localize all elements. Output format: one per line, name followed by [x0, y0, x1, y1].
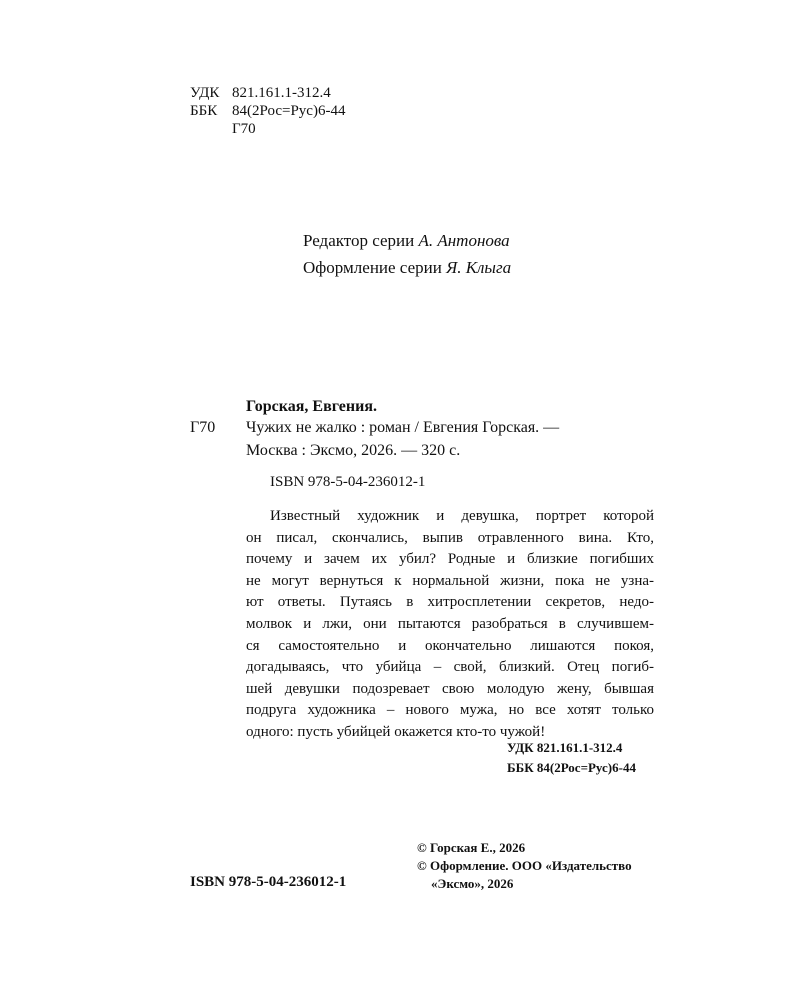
- bbk-code-right: ББК 84(2Рос=Рус)6-44: [507, 760, 636, 775]
- annotation-line: догадываясь, что убийца – свой, близкий. Отец погиб-: [246, 659, 654, 676]
- author-mark-top: Г70: [232, 121, 256, 137]
- classification-block-top: [190, 84, 345, 138]
- annotation-line: шей девушки подозревает свою молодую жену, бывшая: [246, 680, 654, 697]
- series-editor-name: А. Антонова: [418, 231, 510, 250]
- annotation-line: почему и зачем их убил? Родные и близкие погибших: [246, 551, 654, 568]
- isbn-footer: ISBN 978-5-04-236012-1: [190, 874, 347, 890]
- udk-row: [190, 84, 345, 102]
- annotation-line: не могут вернуться к нормальной жизни, пока не узна-: [246, 572, 654, 589]
- annotation-line: молвок и лжи, они пытаются разобраться в случившем-: [246, 615, 654, 632]
- annotation-line: ся самостоятельно и окончательно лишаются покоя,: [246, 637, 654, 654]
- copyright-design-cont: «Эксмо», 2026: [431, 876, 514, 891]
- author-heading: Горская, Евгения.: [246, 398, 377, 415]
- isbn-entry: ISBN 978-5-04-236012-1: [270, 474, 426, 490]
- title-line-1: Чужих не жалко : роман / Евгения Горская. —: [246, 419, 560, 436]
- series-editor-role: Редактор серии: [303, 231, 415, 250]
- annotation-line: он писал, скончались, выпив отравленного вина. Кто,: [246, 529, 654, 546]
- copyright-design: © Оформление. ООО «Издательство: [417, 858, 632, 873]
- title-line-2: Москва : Эксмо, 2026. — 320 с.: [246, 442, 461, 459]
- annotation: [246, 506, 654, 744]
- author-mark-row: [190, 120, 345, 138]
- udk-value: 821.161.1-312.4: [232, 85, 331, 101]
- udk-code-right: УДК 821.161.1-312.4: [507, 740, 623, 755]
- annotation-line: одного: пусть убийцей окажется кто-то чужой!: [246, 723, 546, 740]
- bbk-label: ББК: [190, 103, 218, 119]
- author-mark: Г70: [190, 419, 216, 436]
- annotation-line: Известный художник и девушка, портрет которой: [270, 508, 654, 524]
- udk-label: УДК: [190, 85, 220, 101]
- bbk-row: [190, 102, 345, 120]
- series-design-role: Оформление серии: [303, 258, 442, 277]
- series-design-name: Я. Клыга: [446, 258, 512, 277]
- annotation-line: ют ответы. Путаясь в хитросплетении секретов, недо-: [246, 594, 654, 611]
- series-editor-credit: [303, 231, 510, 251]
- copyright-author: © Горская Е., 2026: [417, 840, 526, 855]
- series-design-credit: [303, 258, 511, 278]
- bbk-value: 84(2Рос=Рус)6-44: [232, 103, 346, 119]
- annotation-line: подруга художника – нового мужа, но все хотят только: [246, 702, 654, 719]
